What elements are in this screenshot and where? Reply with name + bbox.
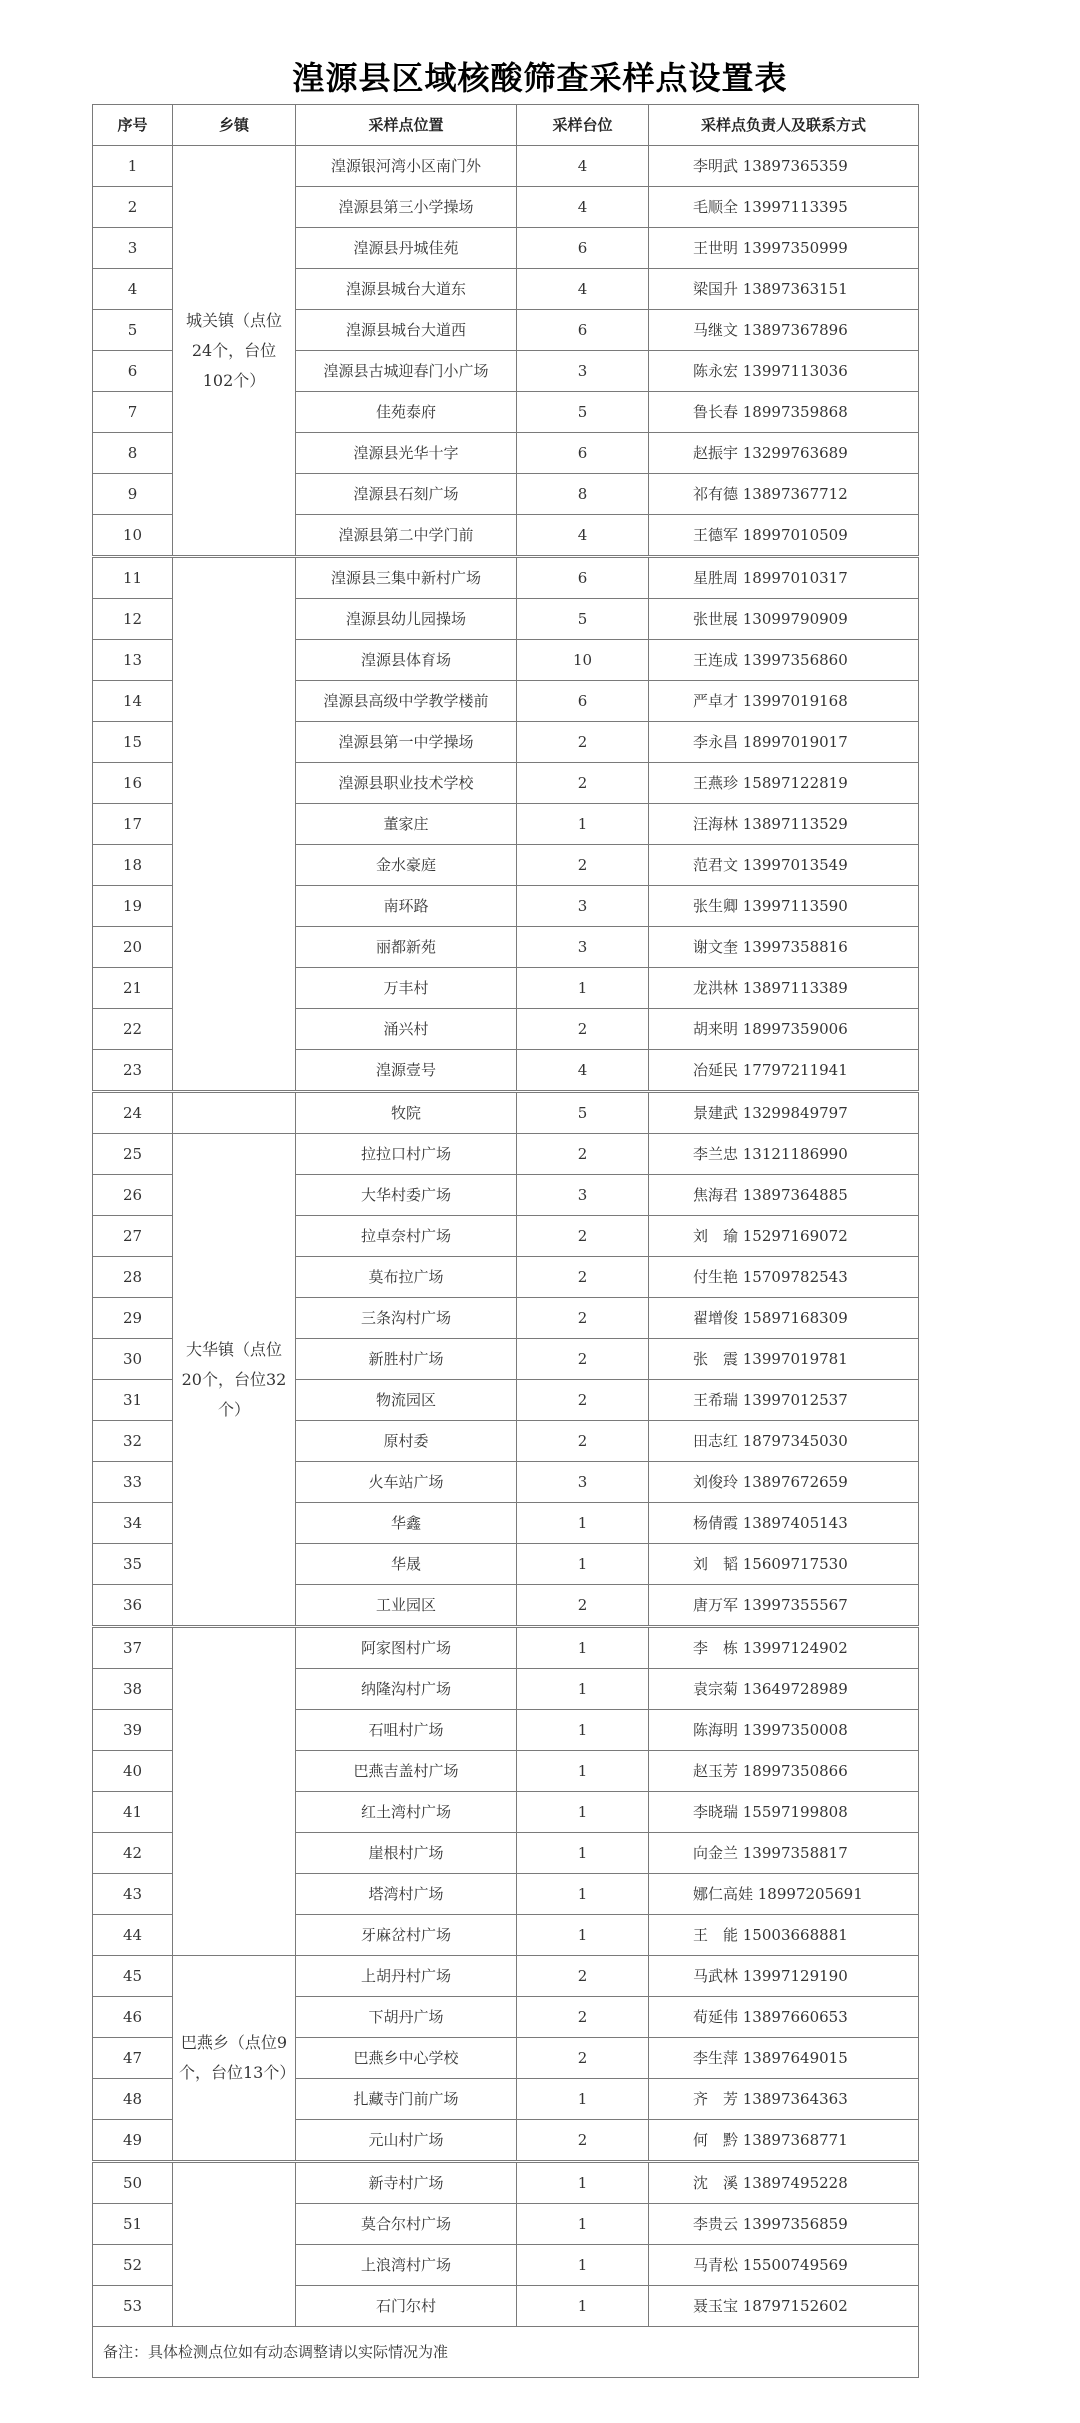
station-count: 1 — [517, 1915, 649, 1956]
station-count: 2 — [517, 1380, 649, 1421]
row-number: 10 — [93, 515, 173, 557]
station-count: 2 — [517, 763, 649, 804]
contact-person: 李兰忠 13121186990 — [649, 1134, 919, 1175]
contact-person: 焦海君 13897364885 — [649, 1175, 919, 1216]
station-count: 4 — [517, 187, 649, 228]
station-count: 5 — [517, 392, 649, 433]
site-location: 新胜村广场 — [296, 1339, 517, 1380]
contact-person: 陈永宏 13997113036 — [649, 351, 919, 392]
row-number: 7 — [93, 392, 173, 433]
site-location: 石门尔村 — [296, 2286, 517, 2327]
site-location: 涌兴村 — [296, 1009, 517, 1050]
contact-person: 祁有德 13897367712 — [649, 474, 919, 515]
contact-person: 张世展 13099790909 — [649, 599, 919, 640]
site-location: 董家庄 — [296, 804, 517, 845]
station-count: 2 — [517, 1257, 649, 1298]
contact-person: 星胜周 18997010317 — [649, 557, 919, 599]
contact-person: 翟增俊 15897168309 — [649, 1298, 919, 1339]
station-count: 10 — [517, 640, 649, 681]
row-number: 3 — [93, 228, 173, 269]
page-title: 湟源县区域核酸筛查采样点设置表 — [292, 59, 788, 97]
site-location: 崖根村广场 — [296, 1833, 517, 1874]
row-number: 41 — [93, 1792, 173, 1833]
site-location: 原村委 — [296, 1421, 517, 1462]
site-location: 湟源县第一中学操场 — [296, 722, 517, 763]
contact-person: 梁国升 13897363151 — [649, 269, 919, 310]
table-row — [93, 1627, 919, 1669]
site-location: 纳隆沟村广场 — [296, 1669, 517, 1710]
header-contact: 采样点负责人及联系方式 — [649, 105, 919, 146]
site-location: 丽都新苑 — [296, 927, 517, 968]
row-number: 45 — [93, 1956, 173, 1997]
site-location: 莫合尔村广场 — [296, 2204, 517, 2245]
contact-person: 严卓才 13997019168 — [649, 681, 919, 722]
town-cell: 城关镇（点位24个，台位102个） — [173, 146, 296, 557]
station-count: 4 — [517, 146, 649, 187]
contact-person: 赵玉芳 18997350866 — [649, 1751, 919, 1792]
row-number: 53 — [93, 2286, 173, 2327]
row-number: 13 — [93, 640, 173, 681]
row-number: 49 — [93, 2120, 173, 2162]
row-number: 4 — [93, 269, 173, 310]
contact-person: 聂玉宝 18797152602 — [649, 2286, 919, 2327]
station-count: 3 — [517, 886, 649, 927]
town-cell — [173, 1627, 296, 1956]
contact-person: 唐万军 13997355567 — [649, 1585, 919, 1627]
station-count: 2 — [517, 845, 649, 886]
site-location: 牙麻岔村广场 — [296, 1915, 517, 1956]
site-location: 万丰村 — [296, 968, 517, 1009]
station-count: 2 — [517, 1421, 649, 1462]
site-location: 湟源县体育场 — [296, 640, 517, 681]
table-row — [93, 1092, 919, 1134]
contact-person: 李生萍 13897649015 — [649, 2038, 919, 2079]
contact-person: 范君文 13997013549 — [649, 845, 919, 886]
site-location: 湟源县光华十字 — [296, 433, 517, 474]
row-number: 1 — [93, 146, 173, 187]
row-number: 24 — [93, 1092, 173, 1134]
table-note: 备注：具体检测点位如有动态调整请以实际情况为准 — [93, 2327, 919, 2378]
site-location: 华晟 — [296, 1544, 517, 1585]
table-row — [93, 2162, 919, 2204]
station-count: 2 — [517, 1585, 649, 1627]
table-row — [93, 557, 919, 599]
station-count: 2 — [517, 1134, 649, 1175]
contact-person: 向金兰 13997358817 — [649, 1833, 919, 1874]
row-number: 16 — [93, 763, 173, 804]
row-number: 19 — [93, 886, 173, 927]
contact-person: 何 黔 13897368771 — [649, 2120, 919, 2162]
station-count: 2 — [517, 2038, 649, 2079]
station-count: 1 — [517, 2079, 649, 2120]
row-number: 42 — [93, 1833, 173, 1874]
town-cell — [173, 2162, 296, 2327]
row-number: 31 — [93, 1380, 173, 1421]
station-count: 3 — [517, 1462, 649, 1503]
contact-person: 王燕珍 15897122819 — [649, 763, 919, 804]
contact-person: 李明武 13897365359 — [649, 146, 919, 187]
station-count: 4 — [517, 269, 649, 310]
row-number: 6 — [93, 351, 173, 392]
row-number: 52 — [93, 2245, 173, 2286]
site-location: 南环路 — [296, 886, 517, 927]
contact-person: 马继文 13897367896 — [649, 310, 919, 351]
site-location: 火车站广场 — [296, 1462, 517, 1503]
site-location: 湟源县古城迎春门小广场 — [296, 351, 517, 392]
table-header-row — [93, 105, 919, 146]
site-location: 湟源县石刻广场 — [296, 474, 517, 515]
contact-person: 张生卿 13997113590 — [649, 886, 919, 927]
town-cell — [173, 1092, 296, 1134]
station-count: 1 — [517, 1627, 649, 1669]
station-count: 2 — [517, 1216, 649, 1257]
row-number: 22 — [93, 1009, 173, 1050]
town-cell — [173, 557, 296, 1092]
contact-person: 王德军 18997010509 — [649, 515, 919, 557]
station-count: 3 — [517, 927, 649, 968]
site-location: 上胡丹村广场 — [296, 1956, 517, 1997]
contact-person: 王 能 15003668881 — [649, 1915, 919, 1956]
site-location: 拉卓奈村广场 — [296, 1216, 517, 1257]
row-number: 29 — [93, 1298, 173, 1339]
contact-person: 龙洪林 13897113389 — [649, 968, 919, 1009]
site-location: 物流园区 — [296, 1380, 517, 1421]
contact-person: 毛顺全 13997113395 — [649, 187, 919, 228]
sampling-sites-table — [92, 104, 919, 2378]
row-number: 23 — [93, 1050, 173, 1092]
site-location: 巴燕吉盖村广场 — [296, 1751, 517, 1792]
row-number: 18 — [93, 845, 173, 886]
site-location: 阿家图村广场 — [296, 1627, 517, 1669]
site-location: 上浪湾村广场 — [296, 2245, 517, 2286]
station-count: 3 — [517, 351, 649, 392]
town-cell: 大华镇（点位20个，台位32个） — [173, 1134, 296, 1627]
contact-person: 李 栋 13997124902 — [649, 1627, 919, 1669]
row-number: 27 — [93, 1216, 173, 1257]
site-location: 莫布拉广场 — [296, 1257, 517, 1298]
row-number: 11 — [93, 557, 173, 599]
station-count: 1 — [517, 2286, 649, 2327]
site-location: 拉拉口村广场 — [296, 1134, 517, 1175]
contact-person: 赵振宇 13299763689 — [649, 433, 919, 474]
contact-person: 马武林 13997129190 — [649, 1956, 919, 1997]
row-number: 48 — [93, 2079, 173, 2120]
row-number: 33 — [93, 1462, 173, 1503]
contact-person: 刘俊玲 13897672659 — [649, 1462, 919, 1503]
station-count: 1 — [517, 1792, 649, 1833]
site-location: 湟源壹号 — [296, 1050, 517, 1092]
row-number: 15 — [93, 722, 173, 763]
row-number: 5 — [93, 310, 173, 351]
site-location: 佳苑泰府 — [296, 392, 517, 433]
station-count: 1 — [517, 2204, 649, 2245]
sampling-table-container — [92, 104, 918, 2378]
row-number: 30 — [93, 1339, 173, 1380]
station-count: 1 — [517, 1544, 649, 1585]
site-location: 大华村委广场 — [296, 1175, 517, 1216]
station-count: 1 — [517, 804, 649, 845]
table-row — [93, 1956, 919, 1997]
row-number: 44 — [93, 1915, 173, 1956]
contact-person: 王世明 13997350999 — [649, 228, 919, 269]
contact-person: 刘 瑜 15297169072 — [649, 1216, 919, 1257]
table-body — [93, 146, 919, 2327]
site-location: 华鑫 — [296, 1503, 517, 1544]
site-location: 湟源县第二中学门前 — [296, 515, 517, 557]
site-location: 元山村广场 — [296, 2120, 517, 2162]
contact-person: 景建武 13299849797 — [649, 1092, 919, 1134]
site-location: 湟源县高级中学教学楼前 — [296, 681, 517, 722]
station-count: 2 — [517, 1298, 649, 1339]
station-count: 6 — [517, 433, 649, 474]
table-row — [93, 1134, 919, 1175]
row-number: 32 — [93, 1421, 173, 1462]
contact-person: 王连成 13997356860 — [649, 640, 919, 681]
station-count: 2 — [517, 1956, 649, 1997]
row-number: 38 — [93, 1669, 173, 1710]
site-location: 下胡丹广场 — [296, 1997, 517, 2038]
station-count: 5 — [517, 1092, 649, 1134]
row-number: 21 — [93, 968, 173, 1009]
station-count: 3 — [517, 1175, 649, 1216]
contact-person: 杨倩霞 13897405143 — [649, 1503, 919, 1544]
contact-person: 刘 韬 15609717530 — [649, 1544, 919, 1585]
note-row — [93, 2327, 919, 2378]
site-location: 湟源县城台大道东 — [296, 269, 517, 310]
header-town: 乡镇 — [173, 105, 296, 146]
row-number: 47 — [93, 2038, 173, 2079]
site-location: 金水豪庭 — [296, 845, 517, 886]
site-location: 巴燕乡中心学校 — [296, 2038, 517, 2079]
row-number: 28 — [93, 1257, 173, 1298]
site-location: 湟源银河湾小区南门外 — [296, 146, 517, 187]
site-location: 湟源县第三小学操场 — [296, 187, 517, 228]
header-location: 采样点位置 — [296, 105, 517, 146]
site-location: 湟源县城台大道西 — [296, 310, 517, 351]
site-location: 湟源县三集中新村广场 — [296, 557, 517, 599]
row-number: 43 — [93, 1874, 173, 1915]
row-number: 14 — [93, 681, 173, 722]
station-count: 1 — [517, 1874, 649, 1915]
station-count: 5 — [517, 599, 649, 640]
site-location: 湟源县幼儿园操场 — [296, 599, 517, 640]
row-number: 9 — [93, 474, 173, 515]
contact-person: 娜仁高娃 18997205691 — [649, 1874, 919, 1915]
station-count: 1 — [517, 1503, 649, 1544]
row-number: 51 — [93, 2204, 173, 2245]
site-location: 扎藏寺门前广场 — [296, 2079, 517, 2120]
contact-person: 齐 芳 13897364363 — [649, 2079, 919, 2120]
site-location: 湟源县职业技术学校 — [296, 763, 517, 804]
station-count: 4 — [517, 515, 649, 557]
row-number: 40 — [93, 1751, 173, 1792]
row-number: 37 — [93, 1627, 173, 1669]
contact-person: 冶延民 17797211941 — [649, 1050, 919, 1092]
station-count: 6 — [517, 681, 649, 722]
station-count: 2 — [517, 722, 649, 763]
row-number: 20 — [93, 927, 173, 968]
station-count: 1 — [517, 1751, 649, 1792]
contact-person: 王希瑞 13997012537 — [649, 1380, 919, 1421]
row-number: 46 — [93, 1997, 173, 2038]
header-stations: 采样台位 — [517, 105, 649, 146]
station-count: 1 — [517, 1710, 649, 1751]
header-no: 序号 — [93, 105, 173, 146]
row-number: 12 — [93, 599, 173, 640]
station-count: 1 — [517, 968, 649, 1009]
contact-person: 李贵云 13997356859 — [649, 2204, 919, 2245]
contact-person: 谢文奎 13997358816 — [649, 927, 919, 968]
row-number: 8 — [93, 433, 173, 474]
site-location: 塔湾村广场 — [296, 1874, 517, 1915]
row-number: 39 — [93, 1710, 173, 1751]
row-number: 17 — [93, 804, 173, 845]
station-count: 2 — [517, 1997, 649, 2038]
site-location: 湟源县丹城佳苑 — [296, 228, 517, 269]
contact-person: 沈 溪 13897495228 — [649, 2162, 919, 2204]
contact-person: 李永昌 18997019017 — [649, 722, 919, 763]
row-number: 50 — [93, 2162, 173, 2204]
station-count: 1 — [517, 1833, 649, 1874]
row-number: 2 — [93, 187, 173, 228]
station-count: 6 — [517, 310, 649, 351]
station-count: 2 — [517, 1009, 649, 1050]
site-location: 红土湾村广场 — [296, 1792, 517, 1833]
station-count: 6 — [517, 228, 649, 269]
contact-person: 张 震 13997019781 — [649, 1339, 919, 1380]
row-number: 36 — [93, 1585, 173, 1627]
row-number: 35 — [93, 1544, 173, 1585]
station-count: 1 — [517, 2245, 649, 2286]
station-count: 1 — [517, 2162, 649, 2204]
table-row — [93, 146, 919, 187]
contact-person: 马青松 15500749569 — [649, 2245, 919, 2286]
station-count: 4 — [517, 1050, 649, 1092]
town-cell: 巴燕乡（点位9个，台位13个） — [173, 1956, 296, 2162]
row-number: 26 — [93, 1175, 173, 1216]
station-count: 8 — [517, 474, 649, 515]
contact-person: 李晓瑞 15597199808 — [649, 1792, 919, 1833]
contact-person: 荀延伟 13897660653 — [649, 1997, 919, 2038]
station-count: 6 — [517, 557, 649, 599]
site-location: 工业园区 — [296, 1585, 517, 1627]
station-count: 2 — [517, 1339, 649, 1380]
site-location: 三条沟村广场 — [296, 1298, 517, 1339]
contact-person: 田志红 18797345030 — [649, 1421, 919, 1462]
contact-person: 袁宗菊 13649728989 — [649, 1669, 919, 1710]
contact-person: 汪海林 13897113529 — [649, 804, 919, 845]
row-number: 34 — [93, 1503, 173, 1544]
site-location: 新寺村广场 — [296, 2162, 517, 2204]
station-count: 2 — [517, 2120, 649, 2162]
site-location: 牧院 — [296, 1092, 517, 1134]
row-number: 25 — [93, 1134, 173, 1175]
station-count: 1 — [517, 1669, 649, 1710]
contact-person: 胡来明 18997359006 — [649, 1009, 919, 1050]
site-location: 石咀村广场 — [296, 1710, 517, 1751]
contact-person: 陈海明 13997350008 — [649, 1710, 919, 1751]
contact-person: 鲁长春 18997359868 — [649, 392, 919, 433]
contact-person: 付生艳 15709782543 — [649, 1257, 919, 1298]
